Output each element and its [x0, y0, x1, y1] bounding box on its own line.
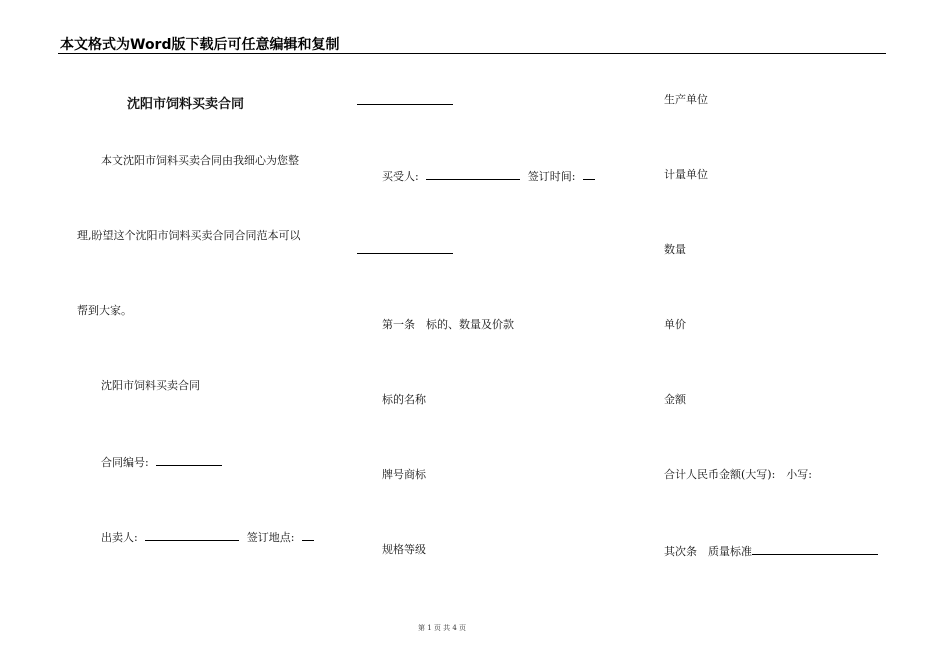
- sign-time-blank: [583, 168, 595, 180]
- contract-title: 沈阳市饲料买卖合同: [127, 97, 245, 112]
- article-1-heading: 第一条 标的、数量及价款: [382, 318, 514, 331]
- contract-number-blank: [156, 454, 222, 466]
- intro-line-3: 帮到大家。: [77, 304, 132, 317]
- seller-blank: [145, 529, 239, 541]
- buyer-field: [382, 168, 595, 184]
- page-number: 第 1 页 共 4 页: [417, 624, 467, 632]
- unit-label: 计量单位: [664, 168, 708, 181]
- document-header-title: 本文格式为Word版下载后可任意编辑和复制: [60, 37, 340, 53]
- quality-standard-field: [664, 543, 878, 559]
- intro-line-2: 理,盼望这个沈阳市饲料买卖合同合同范本可以: [77, 229, 301, 242]
- contract-number-field: [101, 454, 222, 470]
- seller-label: 出卖人:: [101, 531, 138, 544]
- buyer-continuation-line: [357, 253, 453, 254]
- producer-label: 生产单位: [664, 93, 708, 106]
- total-amount-label: 合计人民币金额(大写): 小写:: [664, 468, 812, 481]
- amount-label: 金额: [664, 393, 686, 406]
- spec-grade-label: 规格等级: [382, 543, 426, 556]
- seller-field: [101, 529, 314, 545]
- quality-standard-blank: [752, 543, 878, 555]
- buyer-label: 买受人:: [382, 170, 419, 183]
- contract-subtitle: 沈阳市饲料买卖合同: [101, 379, 200, 392]
- sign-time-label: 签订时间:: [527, 170, 576, 183]
- brand-label: 牌号商标: [382, 468, 426, 481]
- article-2-heading: 其次条 质量标准: [664, 545, 752, 558]
- quantity-label: 数量: [664, 243, 686, 256]
- subject-name-label: 标的名称: [382, 393, 426, 406]
- buyer-blank: [426, 168, 520, 180]
- seller-continuation-line: [357, 104, 453, 105]
- unit-price-label: 单价: [664, 318, 686, 331]
- header-divider: [58, 53, 886, 54]
- intro-line-1: 本文沈阳市饲料买卖合同由我细心为您整: [101, 154, 299, 167]
- sign-place-label: 签订地点:: [246, 531, 295, 544]
- sign-place-blank: [302, 529, 314, 541]
- contract-number-label: 合同编号:: [101, 456, 149, 469]
